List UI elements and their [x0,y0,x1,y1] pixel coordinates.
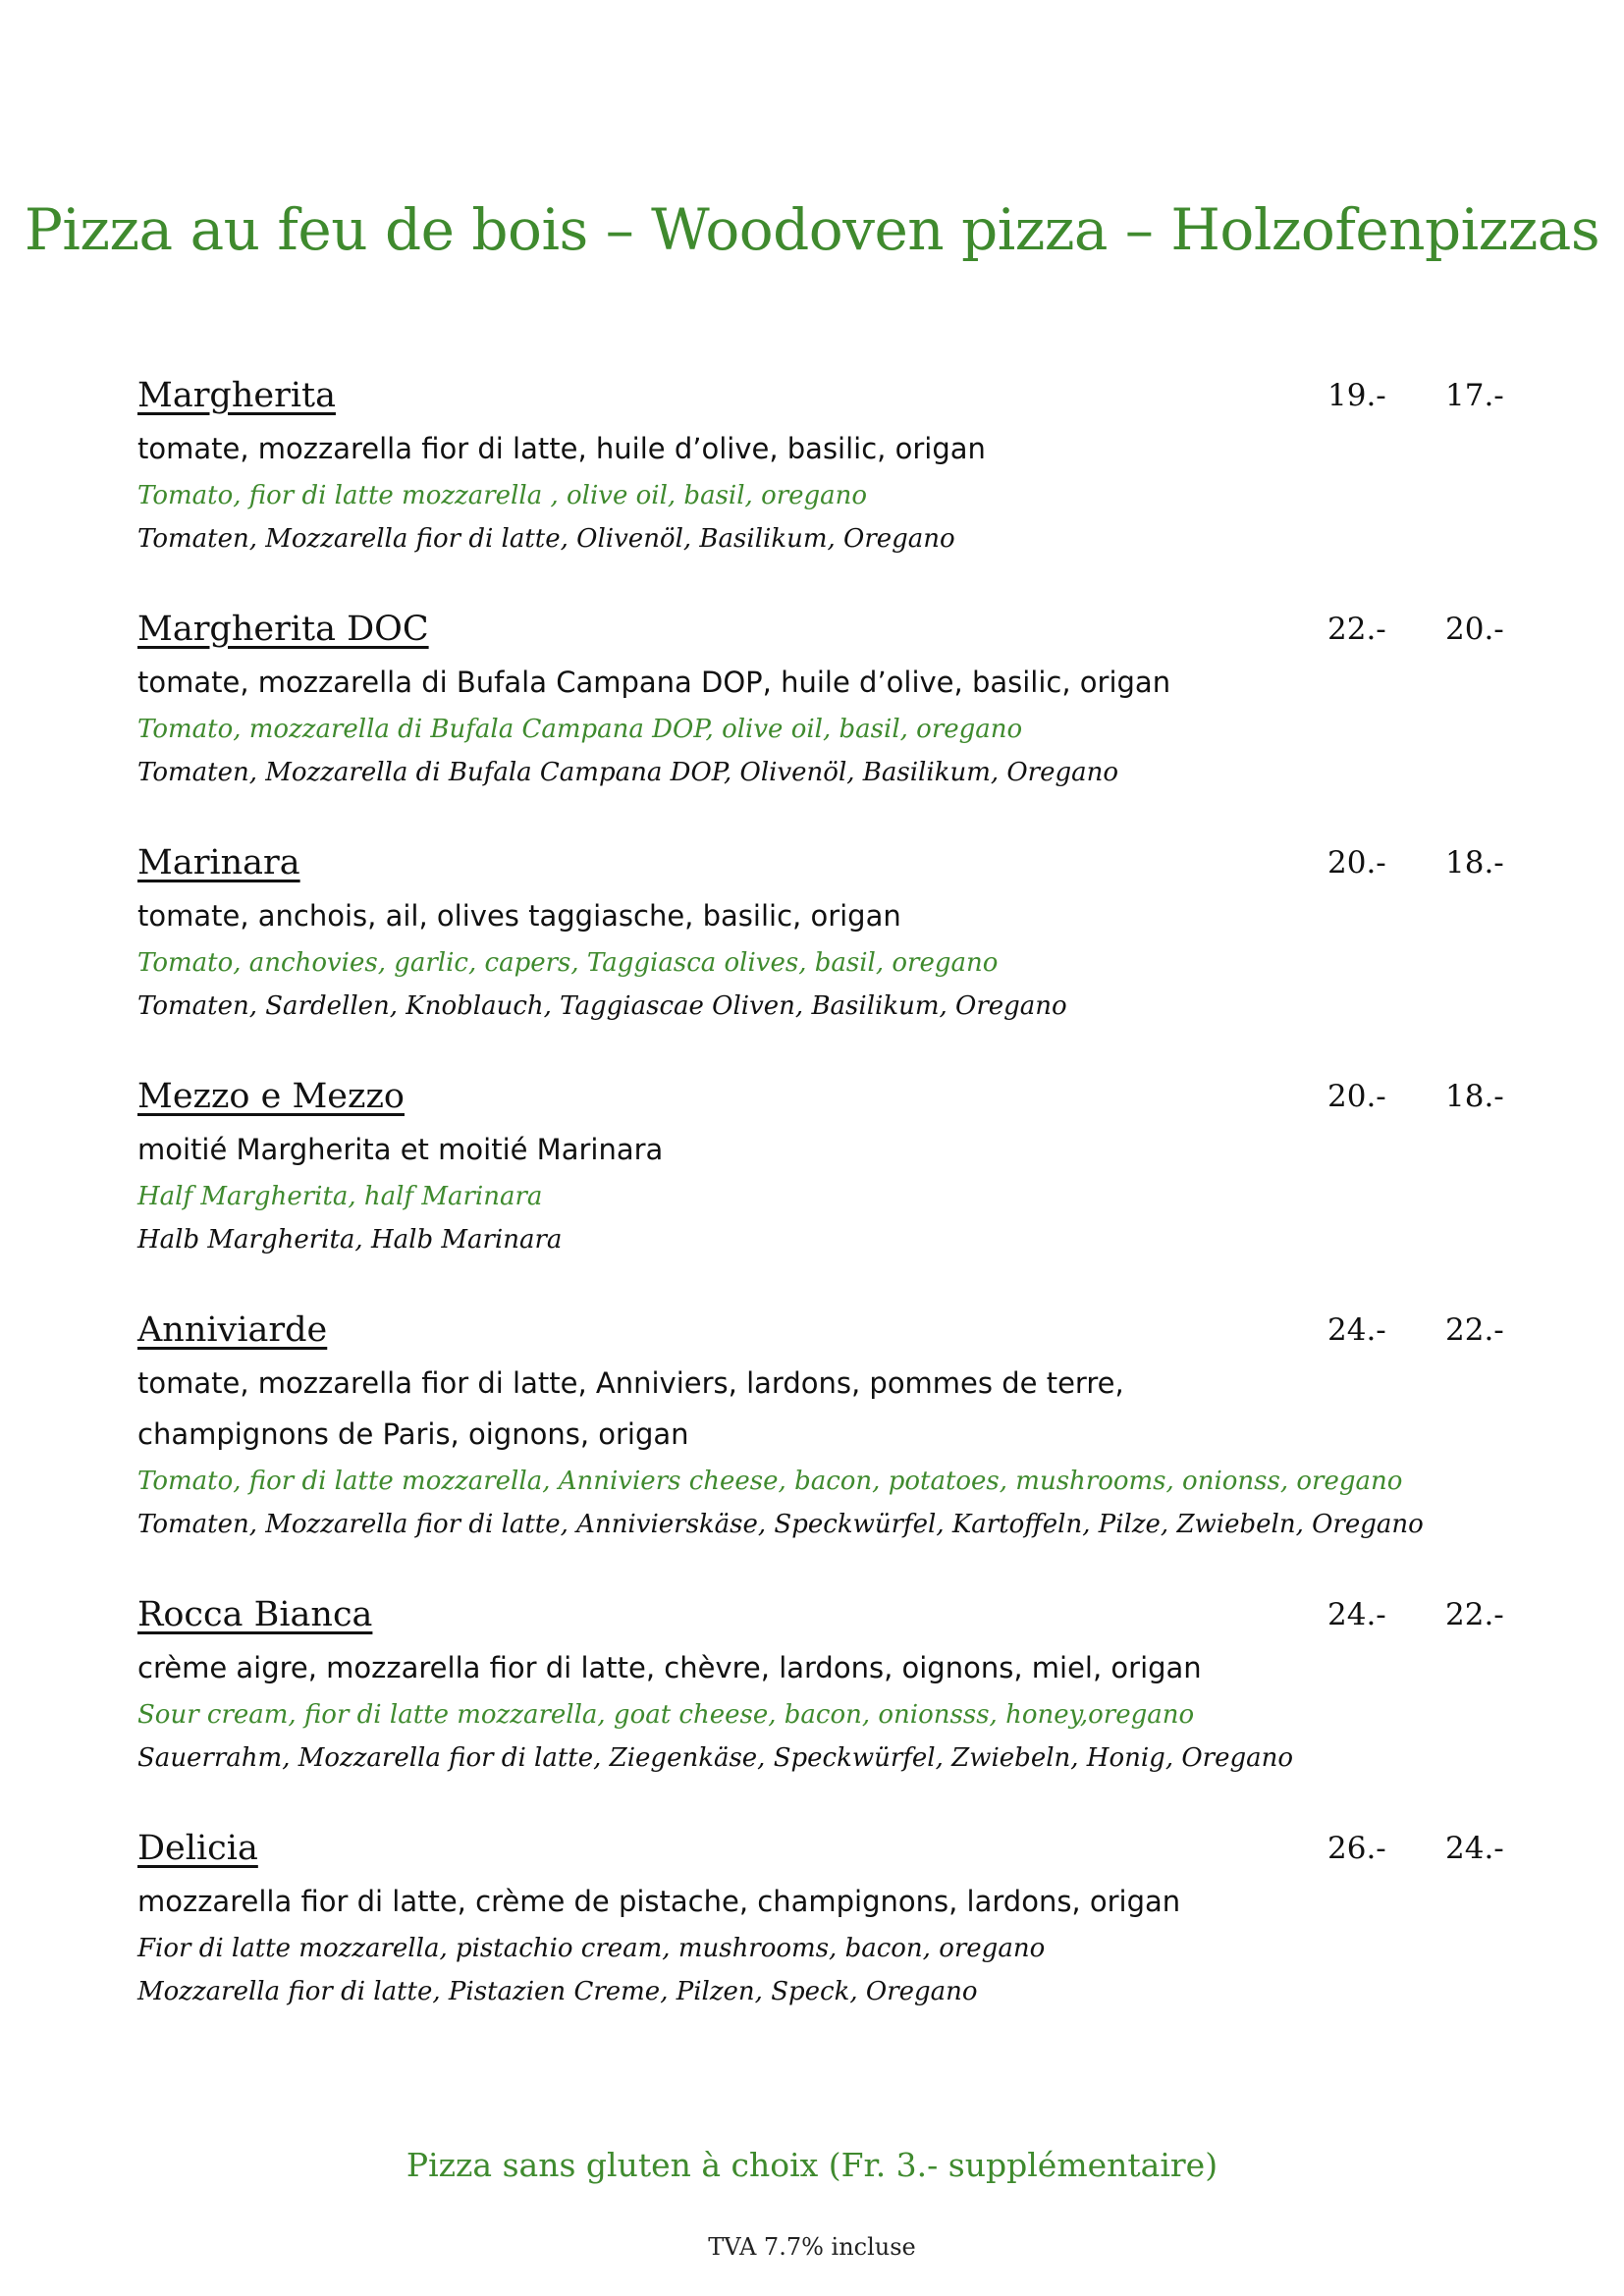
description-de: Sauerrahm, Mozzarella fior di latte, Ziegenkäse, Speckwürfel, Zwiebeln, Honig, Oregano [137,1743,1294,1773]
description-de: Tomaten, Mozzarella fior di latte, Annivierskäse, Speckwürfel, Kartoffeln, Pilze, Zwiebeln, Oregano [137,1510,1424,1539]
description-en: Sour cream, fior di latte mozzarella, goat cheese, bacon, onionsss, honey,oregano [137,1700,1195,1730]
description-en: Tomato, fior di latte mozzarella, Anniviers cheese, bacon, potatoes, mushrooms, onionss, oregano [137,1467,1403,1496]
menu-item [137,1069,1512,1261]
description-en: Tomato, anchovies, garlic, capers, Taggiasca olives, basil, oregano [137,948,999,978]
description-fr: crème aigre, mozzarella fior di latte, chèvre, lardons, oignons, miel, origan [137,1651,1202,1684]
menu-item [137,1821,1512,2013]
menu-item [137,1303,1512,1546]
item-name: Delicia [137,1829,258,1868]
price-primary: 19.- [1327,378,1386,413]
description-de: Tomaten, Mozzarella di Bufala Campana DOP, Olivenöl, Basilikum, Oregano [137,758,1119,787]
item-name: Rocca Bianca [137,1595,373,1634]
price-primary: 20.- [1327,845,1386,881]
price-primary: 24.- [1327,1597,1386,1632]
menu-list [137,368,1512,2013]
price-secondary: 18.- [1445,845,1504,881]
item-name: Margherita [137,376,336,415]
description-de: Tomaten, Sardellen, Knoblauch, Taggiascae Oliven, Basilikum, Oregano [137,991,1067,1021]
description-fr: tomate, mozzarella di Bufala Campana DOP, huile d’olive, basilic, origan [137,666,1171,699]
description-en: Tomato, mozzarella di Bufala Campana DOP, olive oil, basil, oregano [137,715,1023,744]
description-fr: moitié Margherita et moitié Marinara [137,1133,664,1166]
description-en: Tomato, fior di latte mozzarella , olive oil, basil, oregano [137,481,868,510]
price-secondary: 22.- [1445,1312,1504,1348]
description-en: Fior di latte mozzarella, pistachio cream, mushrooms, bacon, oregano [137,1934,1046,1963]
page-title: Pizza au feu de bois – Woodoven pizza – Holzofenpizzas [24,196,1600,263]
price-secondary: 18.- [1445,1079,1504,1114]
gluten-free-note: Pizza sans gluten à choix (Fr. 3.- supplémentaire) [406,2146,1218,2184]
description-fr: tomate, mozzarella fior di latte, Anniviers, lardons, pommes de terre, champignons de Paris, oignons, origan [137,1366,1124,1451]
item-name: Mezzo e Mezzo [137,1077,405,1116]
price-primary: 20.- [1327,1079,1386,1114]
vat-note: TVA 7.7% incluse [708,2233,916,2261]
menu-item [137,368,1512,561]
price-secondary: 17.- [1445,378,1504,413]
description-de: Mozzarella fior di latte, Pistazien Creme, Pilzen, Speck, Oregano [137,1977,978,2006]
description-fr: mozzarella fior di latte, crème de pistache, champignons, lardons, origan [137,1885,1181,1918]
price-primary: 24.- [1327,1312,1386,1348]
description-fr: tomate, anchois, ail, olives taggiasche, basilic, origan [137,899,901,933]
price-secondary: 20.- [1445,612,1504,647]
price-primary: 26.- [1327,1831,1386,1866]
item-name: Margherita DOC [137,610,429,649]
menu-item [137,1587,1512,1780]
price-secondary: 24.- [1445,1831,1504,1866]
menu-item [137,835,1512,1028]
description-en: Half Margherita, half Marinara [137,1182,543,1211]
description-fr: tomate, mozzarella fior di latte, huile d’olive, basilic, origan [137,432,986,465]
item-name: Anniviarde [137,1310,328,1350]
menu-item [137,602,1512,794]
description-de: Tomaten, Mozzarella fior di latte, Olivenöl, Basilikum, Oregano [137,524,955,554]
description-de: Halb Margherita, Halb Marinara [137,1225,563,1255]
price-primary: 22.- [1327,612,1386,647]
item-name: Marinara [137,843,300,882]
price-secondary: 22.- [1445,1597,1504,1632]
